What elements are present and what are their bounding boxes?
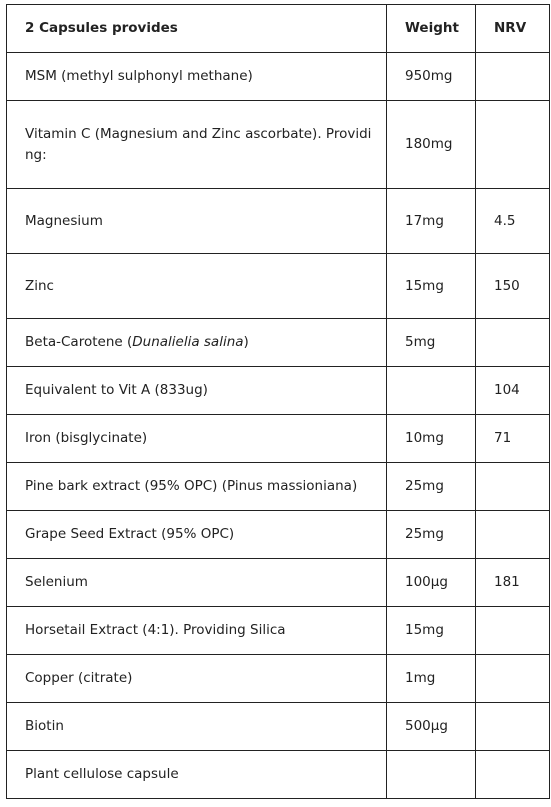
ingredient-nrv xyxy=(476,463,550,511)
ingredient-nrv xyxy=(476,101,550,189)
ingredient-name: Zinc xyxy=(7,254,387,319)
ingredient-nrv xyxy=(476,607,550,655)
ingredient-weight: 17mg xyxy=(387,189,476,254)
ingredient-name xyxy=(7,319,387,367)
header-nrv: NRV xyxy=(476,5,550,53)
ingredient-weight: 25mg xyxy=(387,463,476,511)
table-row xyxy=(7,53,550,101)
ingredient-name-italic: Dunalielia salina xyxy=(132,334,244,350)
ingredient-name: MSM (methyl sulphonyl methane) xyxy=(7,53,387,101)
ingredient-nrv: 181 xyxy=(476,559,550,607)
table-row xyxy=(7,463,550,511)
ingredient-weight: 100µg xyxy=(387,559,476,607)
ingredient-name: Plant cellulose capsule xyxy=(7,751,387,799)
table-row xyxy=(7,189,550,254)
header-name: 2 Capsules provides xyxy=(7,5,387,53)
ingredient-weight: 15mg xyxy=(387,254,476,319)
table-row xyxy=(7,367,550,415)
table-row xyxy=(7,415,550,463)
ingredient-nrv xyxy=(476,655,550,703)
ingredient-name: Biotin xyxy=(7,703,387,751)
ingredient-name: Selenium xyxy=(7,559,387,607)
ingredient-nrv xyxy=(476,703,550,751)
ingredient-name: Pine bark extract (95% OPC) (Pinus massioniana) xyxy=(7,463,387,511)
ingredient-nrv: 150 xyxy=(476,254,550,319)
table-row xyxy=(7,655,550,703)
ingredient-name: Magnesium xyxy=(7,189,387,254)
ingredient-weight xyxy=(387,751,476,799)
table-row xyxy=(7,703,550,751)
ingredient-weight: 15mg xyxy=(387,607,476,655)
ingredient-name: Iron (bisglycinate) xyxy=(7,415,387,463)
ingredient-weight: 500µg xyxy=(387,703,476,751)
ingredient-nrv xyxy=(476,53,550,101)
ingredient-weight: 10mg xyxy=(387,415,476,463)
table-row xyxy=(7,751,550,799)
ingredient-name: Equivalent to Vit A (833ug) xyxy=(7,367,387,415)
table-row xyxy=(7,101,550,189)
header-weight: Weight xyxy=(387,5,476,53)
table-row xyxy=(7,511,550,559)
ingredient-name: Vitamin C (Magnesium and Zinc ascorbate). Providing: xyxy=(7,101,387,189)
ingredient-nrv xyxy=(476,511,550,559)
table-row xyxy=(7,319,550,367)
ingredient-nrv: 71 xyxy=(476,415,550,463)
ingredient-name: Grape Seed Extract (95% OPC) xyxy=(7,511,387,559)
ingredient-nrv xyxy=(476,319,550,367)
ingredient-weight: 180mg xyxy=(387,101,476,189)
ingredient-name-prefix: Beta-Carotene ( xyxy=(25,334,133,350)
ingredient-weight xyxy=(387,367,476,415)
ingredient-name-suffix: ) xyxy=(243,334,249,350)
table-header-row xyxy=(7,5,550,53)
ingredient-name: Copper (citrate) xyxy=(7,655,387,703)
table-row xyxy=(7,559,550,607)
ingredient-weight: 25mg xyxy=(387,511,476,559)
ingredient-nrv: 4.5 xyxy=(476,189,550,254)
ingredient-nrv: 104 xyxy=(476,367,550,415)
nutrition-table xyxy=(6,4,550,799)
ingredient-nrv xyxy=(476,751,550,799)
table-row xyxy=(7,254,550,319)
ingredient-name: Horsetail Extract (4:1). Providing Silica xyxy=(7,607,387,655)
table-row xyxy=(7,607,550,655)
ingredient-weight: 950mg xyxy=(387,53,476,101)
ingredient-weight: 1mg xyxy=(387,655,476,703)
ingredient-weight: 5mg xyxy=(387,319,476,367)
